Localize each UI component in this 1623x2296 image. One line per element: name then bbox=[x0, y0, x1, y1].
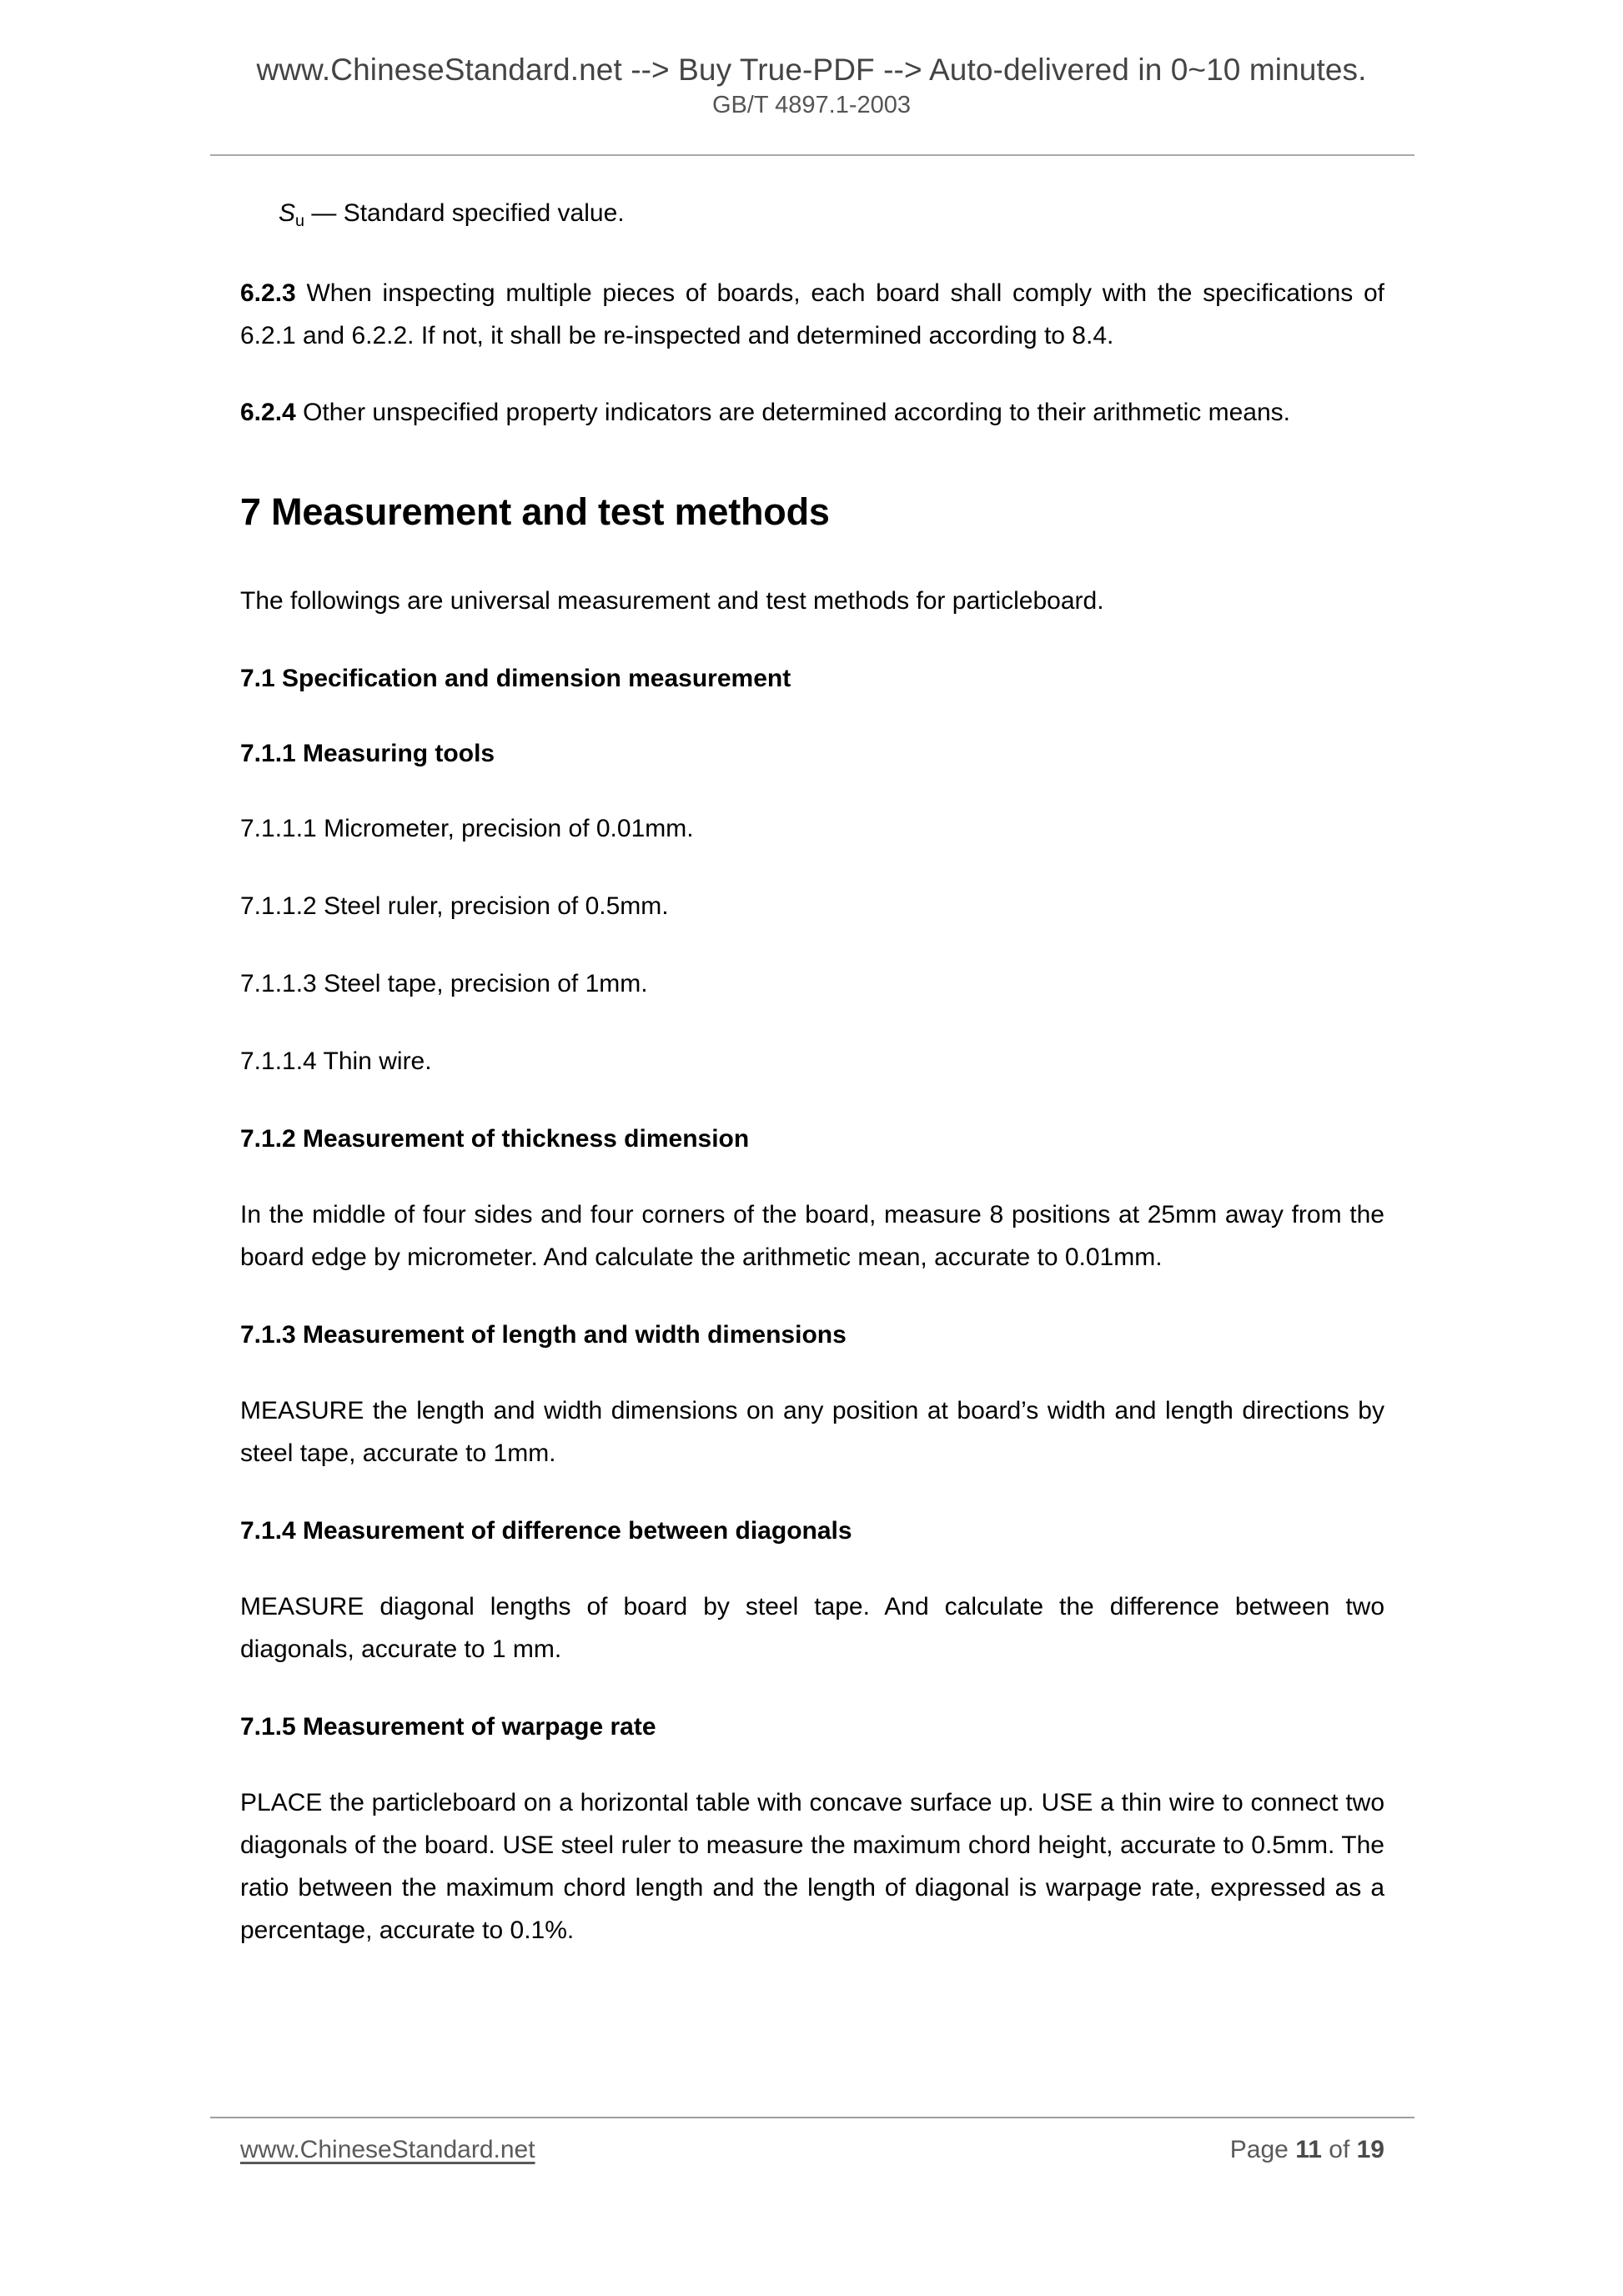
heading-7-1-2: 7.1.2 Measurement of thickness dimension bbox=[240, 1125, 750, 1153]
clause-text: When inspecting multiple pieces of boards, each board shall comply with the specifications of 6.2.1 and 6.2.2. If not, it shall be re-inspected and determined according to 8.4. bbox=[240, 279, 1384, 349]
page-number-indicator bbox=[1230, 2133, 1384, 2167]
clause-number: 7.1.1.4 bbox=[240, 1048, 317, 1075]
symbol-su: $S_u$ bbox=[279, 199, 305, 230]
footer-divider bbox=[210, 2117, 1414, 2118]
footer-website-link[interactable]: www.ChineseStandard.net bbox=[240, 2136, 535, 2163]
section-7-lead-paragraph: The followings are universal measurement and test methods for particleboard. bbox=[240, 587, 1104, 615]
page-label-middle: of bbox=[1321, 2136, 1357, 2163]
heading-7-1-5: 7.1.5 Measurement of warpage rate bbox=[240, 1713, 656, 1741]
page-header bbox=[0, 0, 1623, 120]
clause-number: 6.2.4 bbox=[240, 399, 296, 426]
definition-text: Standard specified value. bbox=[343, 199, 625, 227]
page-label-prefix: Page bbox=[1229, 2136, 1296, 2163]
paragraph-7-1-4: MEASURE diagonal lengths of board by steel tape. And calculate the difference between two diagonals, accurate to 1 mm. bbox=[240, 1593, 1384, 1663]
header-divider bbox=[210, 154, 1414, 156]
page-current-number: 11 bbox=[1295, 2136, 1322, 2163]
document-body bbox=[240, 182, 1384, 1952]
clause-number: 7.1.1.1 bbox=[240, 815, 317, 842]
page-total-number: 19 bbox=[1356, 2136, 1384, 2163]
clause-number: 7.1.1.2 bbox=[240, 892, 317, 920]
heading-7-1-4: 7.1.4 Measurement of difference between diagonals bbox=[240, 1517, 852, 1545]
clause-7-1-1-1 bbox=[240, 807, 1384, 850]
clause-text: Steel tape, precision of 1mm. bbox=[316, 970, 648, 997]
clause-text: Thin wire. bbox=[316, 1048, 432, 1075]
clause-6-2-4 bbox=[240, 391, 1384, 434]
clause-7-1-1-3 bbox=[240, 962, 1384, 1005]
symbol-subscript: u bbox=[295, 211, 305, 230]
heading-7-1-1: 7.1.1 Measuring tools bbox=[240, 740, 495, 767]
clause-6-2-3 bbox=[240, 272, 1384, 357]
clause-7-1-1-4 bbox=[240, 1040, 1384, 1083]
clause-number: 7.1.1.3 bbox=[240, 970, 317, 997]
section-7-heading: 7 Measurement and test methods bbox=[240, 490, 830, 533]
clause-text: Steel ruler, precision of 0.5mm. bbox=[316, 892, 669, 920]
clause-number: 6.2.3 bbox=[240, 279, 296, 307]
paragraph-7-1-3: MEASURE the length and width dimensions on any position at board’s width and length directions by steel tape, accurate to 1mm. bbox=[240, 1397, 1384, 1467]
heading-7-1: 7.1 Specification and dimension measurement bbox=[240, 665, 791, 692]
page-footer bbox=[240, 2133, 1384, 2167]
symbol-definition bbox=[240, 192, 1384, 238]
clause-text: Micrometer, precision of 0.01mm. bbox=[316, 815, 694, 842]
paragraph-7-1-5: PLACE the particleboard on a horizontal table with concave surface up. USE a thin wire to connect two diagonals of the board. USE steel ruler to measure the maximum chord height, accurate to 0.5mm. The ratio between the maximum chord length and the length of diagonal is warpage rate, expressed as a percentage, accurate to 0.1%. bbox=[240, 1789, 1384, 1944]
clause-text: Other unspecified property indicators are determined according to their arithmetic means. bbox=[295, 399, 1290, 426]
watermark-promo-text: www.ChineseStandard.net --> Buy True-PDF --> Auto-delivered in 0~10 minutes. bbox=[256, 53, 1367, 87]
paragraph-7-1-2: In the middle of four sides and four corners of the board, measure 8 positions at 25mm away from the board edge by micrometer. And calculate the arithmetic mean, accurate to 0.01mm. bbox=[240, 1201, 1384, 1271]
standard-number: GB/T 4897.1-2003 bbox=[711, 92, 912, 118]
clause-7-1-1-2 bbox=[240, 885, 1384, 927]
heading-7-1-3: 7.1.3 Measurement of length and width dimensions bbox=[240, 1321, 847, 1349]
definition-dash: — bbox=[304, 199, 344, 227]
